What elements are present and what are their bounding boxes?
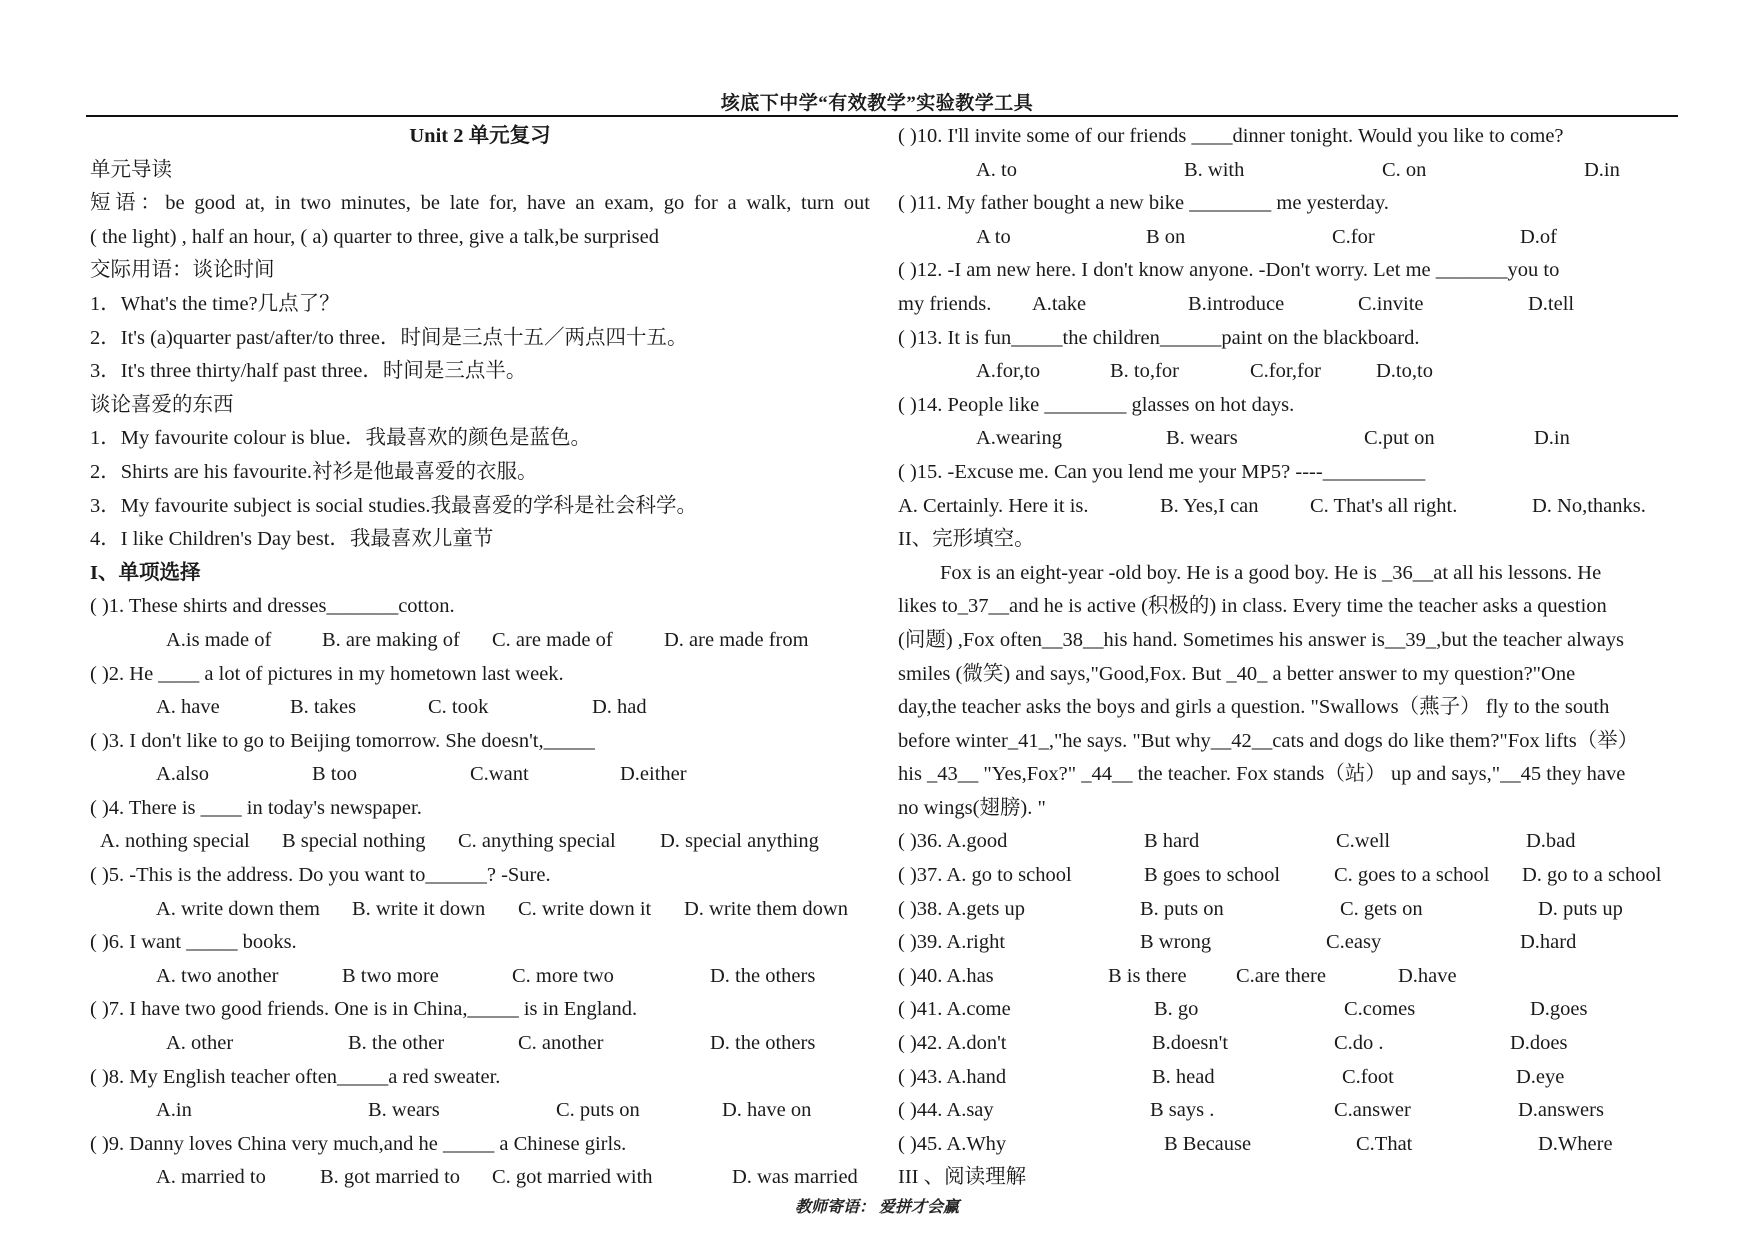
question-4: ( )4. There is ____ in today's newspaper.: [90, 796, 422, 819]
option-c: C.comes: [1344, 998, 1416, 1021]
option-c: C.invite: [1358, 292, 1424, 315]
option-d: D. had: [592, 696, 647, 719]
question-12: ( )12. -I am new here. I don't know anyone. -Don't worry. Let me _______you to: [898, 259, 1560, 282]
option-d: D.hard: [1520, 931, 1577, 954]
option-d: D.goes: [1530, 998, 1588, 1021]
time-item-3: 3．It's three thirty/half past three．时间是三点半。: [90, 360, 527, 383]
option-c: C. write down it: [518, 897, 652, 920]
passage-line-6: before winter_41_,"he says. "But why__42__cats and dogs do like them?"Fox lifts（举）: [898, 729, 1639, 752]
cloze-41: [898, 993, 1728, 1027]
option-d: D.does: [1510, 1032, 1568, 1055]
favourite-item-2: 2．Shirts are his favourite.衬衫是他最喜爱的衣服。: [90, 460, 538, 483]
option-c: C.foot: [1342, 1065, 1394, 1088]
option-d: D. are made from: [664, 628, 809, 651]
cloze-43: [898, 1061, 1728, 1095]
unit-title: Unit 2 单元复习: [409, 125, 551, 147]
option-a: A. to: [976, 158, 1017, 181]
question-5: ( )5. -This is the address. Do you want to______? -Sure.: [90, 864, 551, 887]
option-d: D.answers: [1518, 1099, 1604, 1122]
phrases-line-1: 短语：be good at, in two minutes, be late for, have an exam, go for a walk, turn out: [90, 192, 870, 215]
question-12-continuation: my friends.: [898, 292, 992, 315]
option-b: B. are making of: [322, 628, 460, 651]
option-a: A.in: [156, 1099, 192, 1122]
question-9-options: [90, 1161, 870, 1195]
section-single-choice: I、单项选择: [90, 561, 201, 584]
option-d: D.tell: [1528, 292, 1575, 315]
cloze-question-a: ( )41. A.come: [898, 998, 1011, 1021]
option-d: D. go to a school: [1522, 864, 1662, 887]
passage-line-2: likes to_37__and he is active (积极的) in class. Every time the teacher asks a question: [898, 595, 1607, 618]
question-7-options: [90, 1027, 870, 1061]
question-6-options: [90, 960, 870, 994]
option-c: C. another: [518, 1032, 604, 1055]
cloze-39: [898, 926, 1728, 960]
question-15: ( )15. -Excuse me. Can you lend me your MP5? ----__________: [898, 460, 1426, 483]
option-c: C.answer: [1334, 1099, 1411, 1122]
option-b: B. Yes,I can: [1160, 494, 1259, 517]
cloze-question-a: ( )38. A.gets up: [898, 897, 1025, 920]
option-a: A. have: [156, 696, 220, 719]
left-column: [90, 120, 870, 1195]
passage-line-5: day,the teacher asks the boys and girls a question. "Swallows（燕子） fly to the south: [898, 696, 1610, 719]
cloze-question-a: ( )39. A.right: [898, 931, 1006, 954]
favourite-item-3: 3．My favourite subject is social studies.我最喜爱的学科是社会科学。: [90, 494, 697, 517]
favourite-heading: 谈论喜爱的东西: [90, 393, 234, 416]
option-c: C. anything special: [458, 830, 616, 853]
page-header-title: 垓底下中学“有效教学”实验教学工具: [720, 93, 1034, 114]
passage-line-7: his _43__ "Yes,Fox?" _44__ the teacher. Fox stands（站） up and says,"__45 they have: [898, 763, 1626, 786]
option-c: C. took: [428, 696, 489, 719]
option-d: D. was married: [732, 1166, 858, 1189]
right-column: [898, 120, 1728, 1195]
question-2-options: [90, 691, 870, 725]
option-b: B goes to school: [1144, 864, 1281, 887]
option-c: C. more two: [512, 964, 614, 987]
option-c: C. on: [1382, 158, 1427, 181]
cloze-42: [898, 1027, 1728, 1061]
option-b: B on: [1146, 225, 1186, 248]
option-b: B wrong: [1140, 931, 1212, 954]
cloze-question-a: ( )45. A.Why: [898, 1132, 1007, 1155]
option-b: B two more: [342, 964, 439, 987]
option-a: A.for,to: [976, 360, 1041, 383]
option-b: B. with: [1184, 158, 1245, 181]
option-a: A to: [976, 225, 1011, 248]
option-b: B. got married to: [320, 1166, 461, 1189]
cloze-question-a: ( )43. A.hand: [898, 1065, 1007, 1088]
cloze-question-a: ( )37. A. go to school: [898, 864, 1072, 887]
question-14: ( )14. People like ________ glasses on hot days.: [898, 393, 1295, 416]
option-d: D. have on: [722, 1099, 812, 1122]
option-d: D.in: [1584, 158, 1620, 181]
option-a: A.also: [156, 763, 209, 786]
option-b: B. puts on: [1140, 897, 1224, 920]
question-15-options: [898, 490, 1728, 524]
option-a: A. write down them: [156, 897, 320, 920]
question-5-options: [90, 893, 870, 927]
passage-line-4: smiles (微笑) and says,"Good,Fox. But _40_ a better answer to my question?"One: [898, 662, 1576, 685]
option-b: B Because: [1164, 1132, 1252, 1155]
option-c: C. goes to a school: [1334, 864, 1490, 887]
option-b: B says .: [1150, 1099, 1215, 1122]
option-b: B. takes: [290, 696, 357, 719]
option-b: B. go: [1154, 998, 1199, 1021]
talk-time-heading: 交际用语：谈论时间: [90, 259, 275, 282]
option-d: D.Where: [1538, 1132, 1613, 1155]
option-b: B. to,for: [1110, 360, 1179, 383]
question-9: ( )9. Danny loves China very much,and he _____ a Chinese girls.: [90, 1132, 627, 1155]
question-6: ( )6. I want _____ books.: [90, 931, 297, 954]
option-d: D.bad: [1526, 830, 1576, 853]
option-d: D.in: [1534, 427, 1570, 450]
option-c: C.want: [470, 763, 529, 786]
option-a: A. Certainly. Here it is.: [898, 494, 1089, 517]
section-reading: III 、阅读理解: [898, 1166, 1027, 1189]
option-d: D. puts up: [1538, 897, 1623, 920]
cloze-question-a: ( )44. A.say: [898, 1099, 994, 1122]
option-d: D.have: [1398, 964, 1457, 987]
option-c: C.easy: [1326, 931, 1382, 954]
option-d: D. No,thanks.: [1532, 494, 1646, 517]
question-2: ( )2. He ____ a lot of pictures in my hometown last week.: [90, 662, 564, 685]
option-b: B.introduce: [1188, 292, 1285, 315]
option-d: D.eye: [1516, 1065, 1565, 1088]
option-d: D. special anything: [660, 830, 819, 853]
option-b: B. head: [1152, 1065, 1215, 1088]
question-11: ( )11. My father bought a new bike ________ me yesterday.: [898, 192, 1389, 215]
cloze-question-a: ( )36. A.good: [898, 830, 1008, 853]
favourite-item-1: 1．My favourite colour is blue．我最喜欢的颜色是蓝色。: [90, 427, 592, 450]
cloze-40: [898, 960, 1728, 994]
question-3-options: [90, 758, 870, 792]
option-b: B. write it down: [352, 897, 486, 920]
option-c: C.for: [1332, 225, 1375, 248]
favourite-item-4: 4．I like Children's Day best．我最喜欢儿童节: [90, 528, 494, 551]
option-c: C. puts on: [556, 1099, 640, 1122]
option-b: B special nothing: [282, 830, 426, 853]
question-1-options: [90, 624, 870, 658]
option-d: D.to,to: [1376, 360, 1433, 383]
option-c: C. are made of: [492, 628, 613, 651]
question-10: ( )10. I'll invite some of our friends ____dinner tonight. Would you like to come?: [898, 125, 1564, 147]
cloze-38: [898, 893, 1728, 927]
question-13-options: [898, 355, 1728, 389]
question-12-options: [898, 288, 1728, 322]
option-d: D.either: [620, 763, 687, 786]
cloze-36: [898, 825, 1728, 859]
phrases-line-2: ( the light) , half an hour, ( a) quarter to three, give a talk,be surprised: [90, 225, 659, 248]
cloze-question-a: ( )42. A.don't: [898, 1032, 1007, 1055]
option-b: B. the other: [348, 1032, 445, 1055]
option-c: C. got married with: [492, 1166, 653, 1189]
question-4-options: [90, 825, 870, 859]
header-divider: [86, 115, 1678, 117]
option-d: D.of: [1520, 225, 1558, 248]
option-a: A. other: [166, 1032, 234, 1055]
option-c: C. gets on: [1340, 897, 1423, 920]
option-c: C.well: [1336, 830, 1391, 853]
option-b: B is there: [1108, 964, 1187, 987]
question-11-options: [898, 221, 1728, 255]
option-c: C. That's all right.: [1310, 494, 1458, 517]
option-d: D. the others: [710, 1032, 816, 1055]
option-c: C.do .: [1334, 1032, 1384, 1055]
question-8-options: [90, 1094, 870, 1128]
option-c: C.That: [1356, 1132, 1413, 1155]
cloze-45: [898, 1128, 1728, 1162]
option-a: A.is made of: [166, 628, 272, 651]
option-a: A.take: [1032, 292, 1087, 315]
option-b: B.doesn't: [1152, 1032, 1229, 1055]
question-14-options: [898, 422, 1728, 456]
option-a: A.wearing: [976, 427, 1062, 450]
passage-line-3: (问题) ,Fox often__38__his hand. Sometimes his answer is__39_,but the teacher always: [898, 628, 1624, 651]
question-1: ( )1. These shirts and dresses_______cotton.: [90, 595, 455, 618]
question-8: ( )8. My English teacher often_____a red sweater.: [90, 1065, 501, 1088]
time-item-2: 2．It's (a)quarter past/after/to three．时间是三点十五／两点四十五。: [90, 326, 688, 349]
question-13: ( )13. It is fun_____the children______paint on the blackboard.: [898, 326, 1420, 349]
option-a: A. married to: [156, 1166, 266, 1189]
option-d: D. write them down: [684, 897, 848, 920]
option-b: B hard: [1144, 830, 1200, 853]
option-b: B too: [312, 763, 357, 786]
option-c: C.are there: [1236, 964, 1326, 987]
guide-heading: 单元导读: [90, 158, 172, 181]
question-3: ( )3. I don't like to go to Beijing tomorrow. She doesn't,_____: [90, 729, 595, 752]
section-cloze: II、完形填空。: [898, 528, 1035, 551]
teacher-message-footer: 教师寄语： 爱拼才会赢: [794, 1199, 959, 1216]
cloze-44: [898, 1094, 1728, 1128]
option-c: C.for,for: [1250, 360, 1321, 383]
option-c: C.put on: [1364, 427, 1435, 450]
option-d: D. the others: [710, 964, 816, 987]
option-b: B. wears: [1166, 427, 1238, 450]
passage-line-8: no wings(翅膀). ": [898, 796, 1046, 819]
cloze-question-a: ( )40. A.has: [898, 964, 994, 987]
passage-line-1: Fox is an eight-year -old boy. He is a good boy. He is _36__at all his lessons. He: [940, 561, 1602, 584]
cloze-37: [898, 859, 1728, 893]
question-7: ( )7. I have two good friends. One is in China,_____ is in England.: [90, 998, 638, 1021]
option-a: A. nothing special: [100, 830, 250, 853]
question-10-options: [898, 154, 1728, 188]
time-item-1: 1．What's the time?几点了？: [90, 292, 340, 315]
option-a: A. two another: [156, 964, 279, 987]
option-b: B. wears: [368, 1099, 440, 1122]
